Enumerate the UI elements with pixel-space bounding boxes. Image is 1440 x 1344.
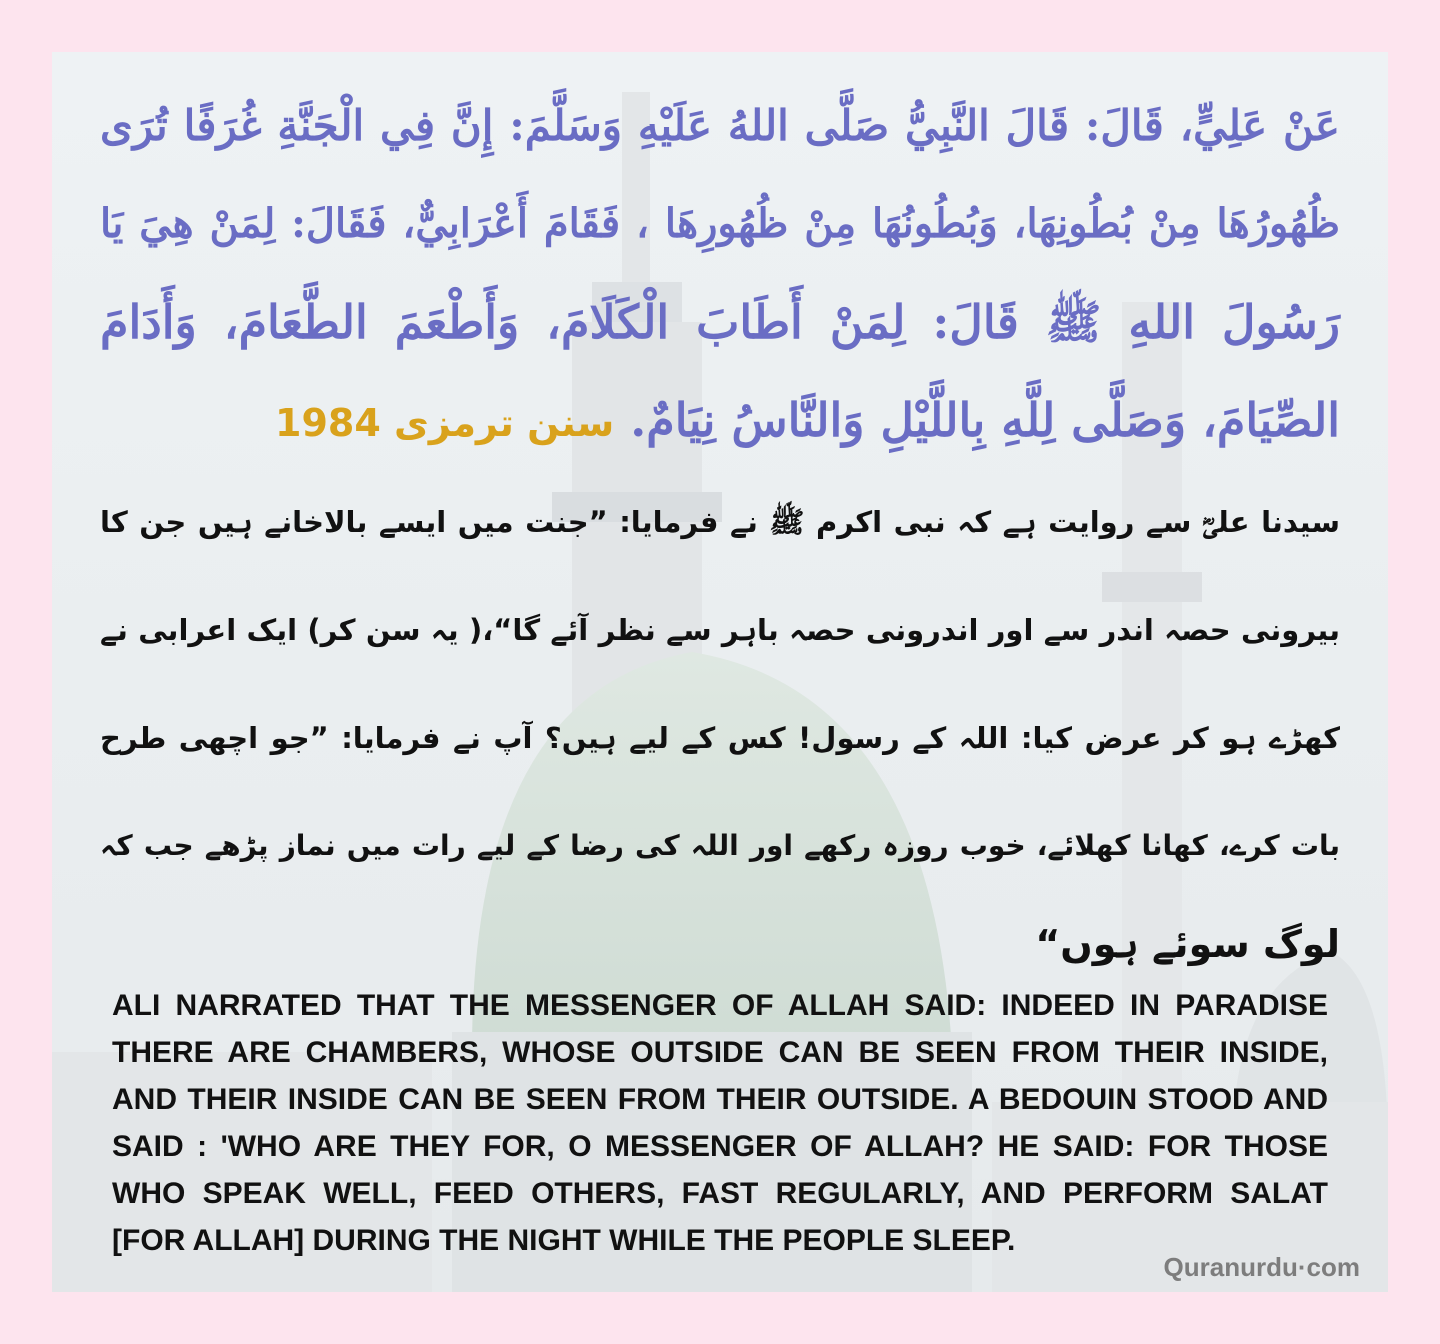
english-translation: ALI NARRATED THAT THE MESSENGER OF ALLAH SAID: INDEED IN PARADISE THERE ARE CHAMBERS, WHOSE OUTSIDE CAN BE SEEN FROM THEIR INSIDE, AND THEIR INSIDE CAN BE SEEN FROM THEIR OUTSIDE. A BEDOUIN STOOD AND SAID : 'WHO ARE THEY FOR, O MESSENGER OF ALLAH? HE SAID: FOR THOSE WHO SPEAK WELL, FEED OTHERS, FAST REGULARLY, AND PERFORM SALAT [FOR ALLAH] DURING THE NIGHT WHILE THE PEOPLE SLEEP. xyxy=(112,989,1328,1257)
floral-border-right xyxy=(1388,0,1440,1344)
site-watermark: Quranurdu·com xyxy=(1163,1252,1360,1282)
urdu-line-3: کھڑے ہو کر عرض کیا: اللہ کے رسول! کس کے لیے ہیں؟ آپ نے فرمایا: ”جو اچھی طرح xyxy=(100,721,1340,755)
urdu-line-5: لوگ سوئے ہوں“ xyxy=(1035,922,1340,966)
arabic-line-3: رَسُولَ اللهِ ﷺ قَالَ: لِمَنْ أَطَابَ الْكَلَامَ، وَأَطْعَمَ الطَّعَامَ، وَأَدَامَ xyxy=(100,295,1340,349)
arabic-line-4 xyxy=(275,390,1340,450)
arabic-line-2: ظُهُورُهَا مِنْ بُطُونِهَا، وَبُطُونُهَا مِنْ ظُهُورِهَا ، فَقَامَ أَعْرَابِيٌّ، فَقَالَ: لِمَنْ هِيَ يَا xyxy=(100,200,1340,247)
urdu-line-4: بات کرے، کھانا کھلائے، خوب روزہ رکھے اور اللہ کی رضا کے لیے رات میں نماز پڑھے جب کہ xyxy=(100,829,1340,862)
urdu-line-2: بیرونی حصہ اندر سے اور اندرونی حصہ باہر سے نظر آئے گا“،( یہ سن کر) ایک اعرابی نے xyxy=(100,613,1340,647)
floral-border-bottom xyxy=(0,1292,1440,1344)
hadith-reference: سنن ترمزی 1984 xyxy=(275,401,615,445)
urdu-line-1: سیدنا علیؓ سے روایت ہے کہ نبی اکرم ﷺ نے فرمایا: ”جنت میں ایسے بالاخانے ہیں جن کا xyxy=(100,505,1340,539)
floral-border-left xyxy=(0,0,52,1344)
floral-border-top xyxy=(0,0,1440,52)
arabic-line-4-text: الصِّيَامَ، وَصَلَّى لِلَّهِ بِاللَّيْلِ وَالنَّاسُ نِيَامٌ. xyxy=(630,393,1340,447)
arabic-line-1: عَنْ عَلِيٍّ، قَالَ: قَالَ النَّبِيُّ صَلَّى اللهُ عَلَيْهِ وَسَلَّمَ: إِنَّ فِي الْجَنَّةِ غُرَفًا تُرَى xyxy=(100,101,1340,150)
